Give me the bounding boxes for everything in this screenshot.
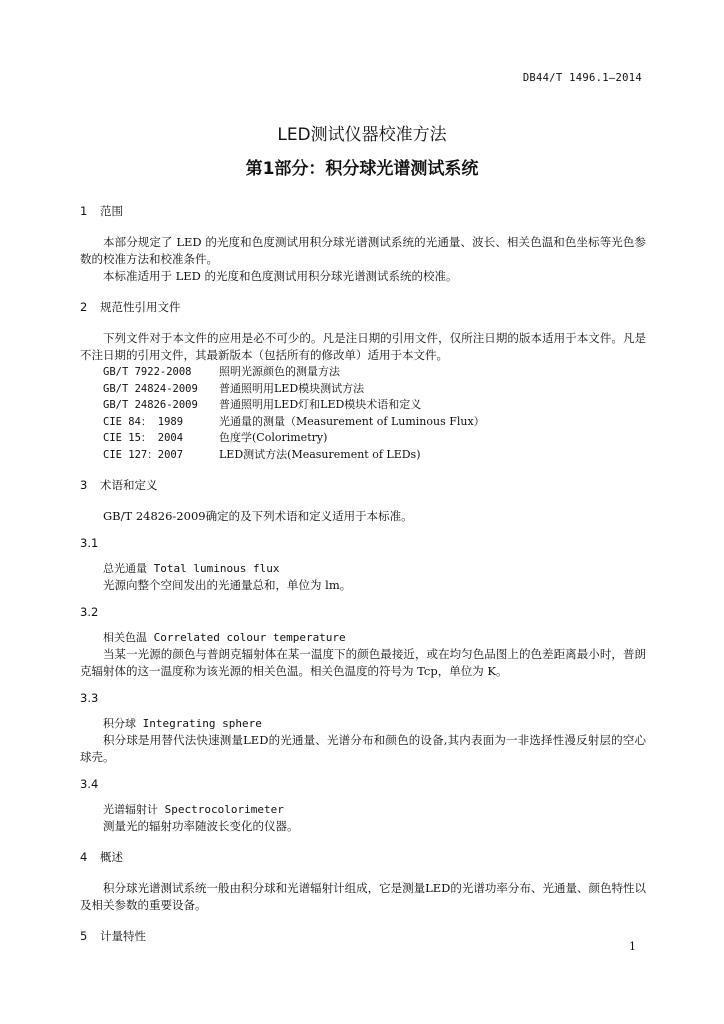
reference-item — [80, 397, 646, 414]
section-heading-scope — [80, 203, 646, 220]
document-title: LED测试仪器校准方法 — [277, 125, 447, 145]
page-number: 1 — [629, 940, 636, 953]
section-title: 概述 — [100, 850, 123, 864]
subsection-number: 3.4 — [80, 777, 99, 791]
reference-code: GB/T 24824-2009 — [103, 382, 198, 395]
section-number: 1 — [80, 204, 88, 218]
standard-code: DB44/T 1496.1—2014 — [522, 72, 642, 84]
document-body — [80, 203, 646, 959]
section-number: 4 — [80, 850, 88, 864]
term-definition: 积分球是用替代法快速测量LED的光通量、光谱分布和颜色的设备,其内表面为一非选择性漫反射层的空心球壳。 — [80, 733, 646, 764]
paragraph: 本部分规定了 LED 的光度和色度测试用积分球光谱测试系统的光通量、波长、相关色温和色坐标等光色参数的校准方法和校准条件。 — [80, 235, 646, 266]
reference-code: CIE 15： 2004 — [103, 432, 184, 444]
paragraph: 本标准适用于 LED 的光度和色度测试用积分球光谱测试系统的校准。 — [103, 269, 458, 283]
reference-title: 色度学(Colorimetry) — [219, 431, 328, 444]
section-title: 计量特性 — [100, 929, 146, 943]
reference-code: CIE 84： 1989 — [103, 415, 184, 428]
section-number: 3 — [80, 478, 88, 492]
reference-item — [80, 414, 646, 431]
reference-item — [80, 381, 646, 398]
section-title: 范围 — [100, 204, 123, 218]
section-title: 规范性引用文件 — [100, 300, 181, 314]
subsection-number: 3.2 — [80, 605, 99, 619]
reference-code: CIE 127：2007 — [103, 448, 184, 461]
section-heading-terms — [80, 477, 646, 494]
reference-item — [80, 430, 646, 447]
reference-title: 光通量的测量（Measurement of Luminous Flux） — [219, 414, 485, 428]
reference-item — [80, 447, 646, 464]
section-heading-overview — [80, 849, 646, 866]
section-heading-metrological-characteristics — [80, 928, 646, 945]
reference-code: GB/T 24826-2009 — [103, 399, 198, 411]
reference-title: 普通照明用LED灯和LED模块术语和定义 — [219, 398, 422, 411]
term-name: 光谱辐射计 Spectrocolorimeter — [103, 803, 284, 816]
reference-code: GB/T 7922-2008 — [103, 366, 192, 378]
section-number: 5 — [80, 929, 88, 943]
paragraph: 积分球光谱测试系统一般由积分球和光谱辐射计组成，它是测量LED的光谱功率分布、光通量、颜色特性以及相关参数的重要设备。 — [80, 881, 646, 912]
term-definition: 当某一光源的颜色与普朗克辐射体在某一温度下的颜色最接近，或在均匀色品图上的色差距离最小时，普朗克辐射体的这一温度称为该光源的相关色温。相关色温度的符号为 Tcp，单位为 K。 — [80, 647, 646, 678]
paragraph: GB/T 24826-2009确定的及下列术语和定义适用于本标准。 — [103, 509, 413, 523]
section-heading-normative-references — [80, 299, 646, 316]
term-definition: 测量光的辐射功率随波长变化的仪器。 — [103, 819, 299, 833]
section-title: 术语和定义 — [100, 478, 158, 492]
reference-item — [80, 364, 646, 381]
subsection-number: 3.1 — [80, 536, 99, 550]
paragraph: 下列文件对于本文件的应用是必不可少的。凡是注日期的引用文件，仅所注日期的版本适用于本文件。凡是不注日期的引用文件，其最新版本（包括所有的修改单）适用于本文件。 — [80, 331, 646, 362]
subsection-number: 3.3 — [80, 691, 99, 705]
reference-title: 照明光源颜色的测量方法 — [219, 365, 340, 378]
reference-title: 普通照明用LED模块测试方法 — [219, 381, 365, 395]
term-name: 相关色温 Correlated colour temperature — [103, 631, 346, 644]
section-number: 2 — [80, 300, 88, 314]
term-definition: 光源向整个空间发出的光通量总和，单位为 lm。 — [103, 578, 352, 592]
document-subtitle: 第1部分：积分球光谱测试系统 — [245, 159, 479, 179]
term-name: 总光通量 Total luminous flux — [103, 562, 280, 575]
term-name: 积分球 Integrating sphere — [103, 717, 262, 730]
reference-title: LED测试方法(Measurement of LEDs) — [219, 447, 421, 461]
